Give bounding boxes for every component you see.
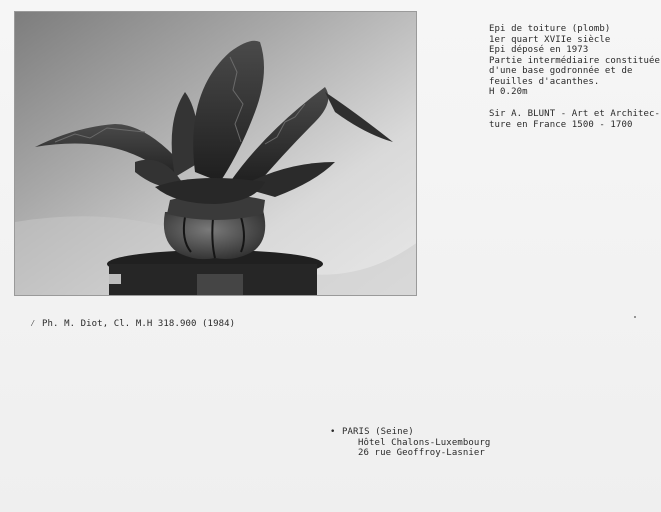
finial-photo-illustration	[15, 12, 417, 296]
paper-speck	[634, 316, 636, 318]
description-line-title: Epi de toiture (plomb)	[489, 24, 611, 34]
photograph-finial	[14, 11, 417, 296]
location-city: PARIS (Seine)	[342, 427, 414, 437]
description-line-height: H 0.20m	[489, 87, 528, 97]
description-line-detail-2: d'une base godronnée et de	[489, 66, 633, 76]
photo-credit: Ph. M. Diot, Cl. M.H 318.900 (1984)	[42, 319, 236, 329]
description-line-removed: Epi déposé en 1973	[489, 45, 589, 55]
description-line-detail-1: Partie intermédiaire constituée	[489, 55, 661, 66]
location-bullet: •	[330, 427, 336, 437]
location-block	[342, 427, 490, 459]
location-building: Hôtel Chalons-Luxembourg	[358, 437, 491, 448]
credit-mark: ⁄	[30, 319, 36, 329]
location-address: 26 rue Geoffroy-Lasnier	[358, 448, 485, 458]
reference-line-2: ture en France 1500 - 1700	[489, 119, 633, 130]
reference-line-1: Sir A. BLUNT - Art et Architec-	[489, 109, 661, 119]
object-description	[489, 24, 660, 98]
description-line-date: 1er quart XVIIe siècle	[489, 34, 611, 45]
bibliographic-reference	[489, 109, 660, 130]
description-line-detail-3: feuilles d'acanthes.	[489, 76, 600, 87]
